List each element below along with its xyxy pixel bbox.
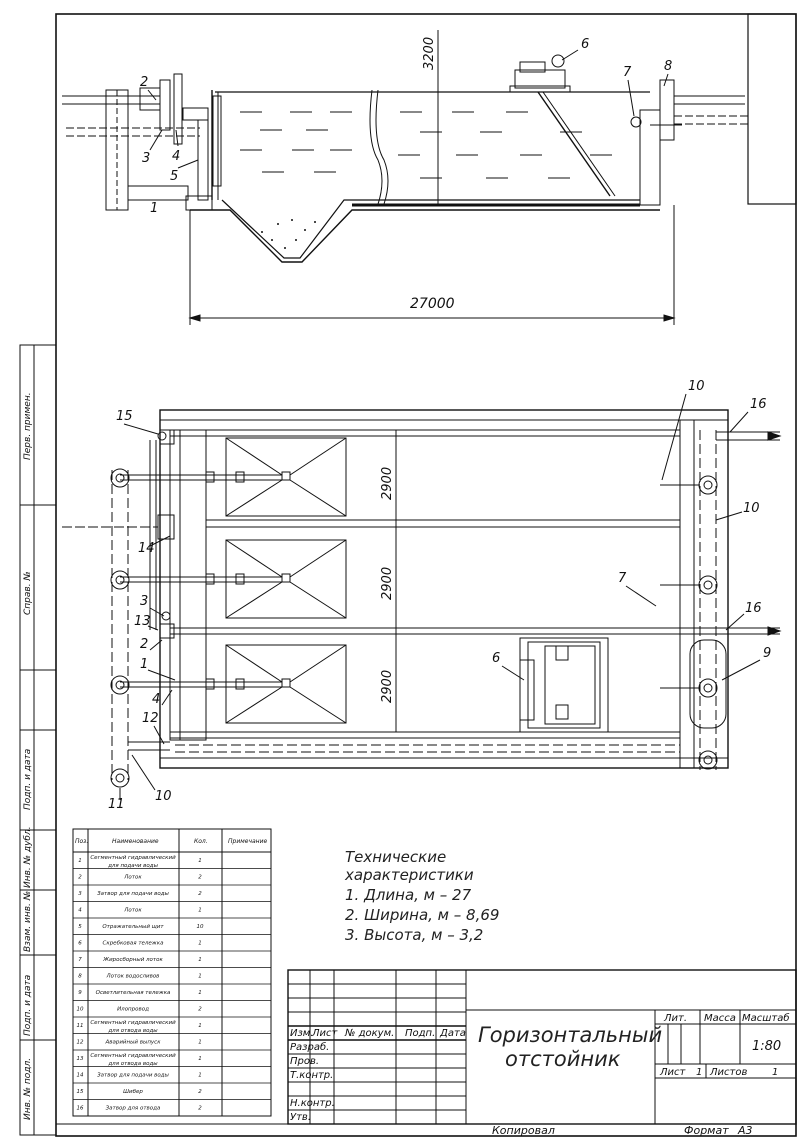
spec-cell: Осветлительная тележка: [95, 990, 171, 997]
callout: 9: [763, 646, 772, 661]
drawing-title-2: отстойник: [505, 1047, 621, 1071]
format-value: A3: [738, 1124, 753, 1137]
spec-cell: 12: [76, 1039, 84, 1046]
format-label: Формат: [684, 1124, 729, 1137]
callout: 3: [142, 151, 151, 166]
spec-cell: 1: [78, 858, 82, 865]
spec-cell: 10: [76, 1006, 84, 1013]
stamp-label: Взам. инв. №: [23, 890, 33, 952]
stamp-label: Инв. № подл.: [23, 1057, 33, 1120]
spec-cell: 9: [78, 990, 82, 997]
tb-col: Лист: [312, 1028, 338, 1039]
spec-cell: 1: [198, 940, 202, 947]
callout: 10: [743, 501, 760, 516]
spec-cell: Лоток водосливов: [106, 973, 160, 980]
spec-header: Примечание: [228, 838, 268, 845]
specs-line-3: 3. Высота, м – 3,2: [345, 926, 484, 944]
tb-sheets-value: 1: [772, 1067, 779, 1078]
tb-role: Пров.: [290, 1056, 320, 1067]
dim-width-3: 2900: [380, 669, 395, 703]
callout: 10: [155, 789, 172, 804]
spec-cell: 1: [198, 1039, 202, 1046]
copied-label: Копировал: [492, 1124, 555, 1137]
callout: 10: [688, 379, 705, 394]
tb-col: № докум.: [345, 1028, 395, 1039]
tb-scale-label: Масштаб: [742, 1013, 790, 1024]
callout: 4: [152, 692, 161, 707]
scale-value: 1:80: [752, 1039, 782, 1054]
callout: 8: [664, 59, 673, 74]
stamp-label: Справ. №: [23, 571, 33, 615]
spec-cell: 1: [198, 1023, 202, 1030]
spec-cell: Затвор для отвода: [105, 1105, 161, 1112]
spec-cell: 2: [198, 1006, 202, 1013]
callout: 16: [745, 601, 762, 616]
specs-heading-2: характеристики: [345, 866, 474, 884]
stamp-label: Перв. примен.: [23, 392, 33, 460]
tb-col: Дата: [440, 1028, 466, 1039]
callout: 2: [140, 637, 149, 652]
tb-role: Т.контр.: [290, 1070, 334, 1081]
spec-cell: Аварийный выпуск: [105, 1039, 161, 1046]
callout: 11: [108, 797, 125, 812]
callout: 6: [492, 651, 501, 666]
spec-cell: 2: [198, 891, 202, 898]
spec-cell: 2: [198, 874, 202, 881]
callout: 7: [623, 65, 632, 80]
spec-cell: 1: [198, 957, 202, 964]
specs-line-1: 1. Длина, м – 27: [345, 886, 472, 904]
spec-cell: Затвор для подачи воды: [97, 891, 169, 898]
dim-width-1: 2900: [380, 466, 395, 500]
callout: 3: [140, 594, 149, 609]
dim-length: 27000: [410, 296, 455, 312]
spec-cell: 8: [78, 973, 82, 980]
spec-cell: 1: [198, 1072, 202, 1079]
callout: 2: [140, 75, 149, 90]
spec-cell: 4: [78, 907, 82, 914]
spec-cell: 5: [78, 924, 82, 931]
callout: 1: [140, 657, 149, 672]
tb-sheet-value: 1: [696, 1067, 703, 1078]
spec-cell: 7: [78, 957, 82, 964]
spec-cell: 16: [76, 1105, 84, 1112]
spec-cell: 1: [198, 858, 202, 865]
spec-header: Поз.: [75, 838, 89, 845]
spec-cell: 2: [198, 1089, 202, 1096]
specs-line-2: 2. Ширина, м – 8,69: [345, 906, 500, 924]
spec-cell: Жиросборный лоток: [103, 957, 163, 964]
spec-cell: 11: [76, 1023, 84, 1030]
spec-cell: Сегментный гидравлический: [90, 854, 176, 861]
spec-cell: 3: [78, 891, 82, 898]
callout: 1: [150, 201, 159, 216]
spec-cell: Лоток: [124, 874, 142, 881]
spec-cell: 2: [198, 1105, 202, 1112]
tb-role: Разраб.: [290, 1042, 330, 1053]
stamp-label: Подп. и дата: [23, 974, 33, 1036]
spec-header: Кол.: [194, 838, 208, 845]
spec-cell: Сегментный гидравлический: [90, 1019, 176, 1026]
dim-height: 3200: [422, 36, 437, 70]
spec-header: Наименование: [112, 838, 159, 845]
spec-cell: 1: [198, 973, 202, 980]
callout: 16: [750, 397, 767, 412]
spec-cell: Шибер: [123, 1089, 143, 1096]
spec-cell: 1: [198, 990, 202, 997]
callout: 6: [581, 37, 590, 52]
callout: 4: [172, 149, 181, 164]
spec-cell: 14: [76, 1072, 84, 1079]
spec-cell: 1: [198, 1056, 202, 1063]
tb-col: Изм.: [290, 1028, 314, 1039]
spec-cell: Затвор для подачи воды: [97, 1072, 169, 1079]
tb-sheets-label: Листов: [710, 1067, 748, 1078]
spec-cell: для подачи воды: [108, 862, 158, 869]
stamp-label: Подп. и дата: [23, 748, 33, 810]
spec-cell: для отвода воды: [108, 1027, 158, 1034]
spec-cell: Сегментный гидравлический: [90, 1052, 176, 1059]
stamp-label: Инв. № дубл.: [23, 826, 33, 888]
spec-cell: Илопровод: [117, 1006, 149, 1013]
callout: 7: [618, 571, 627, 586]
spec-cell: 6: [78, 940, 82, 947]
spec-cell: 2: [78, 874, 82, 881]
callout: 13: [134, 614, 151, 629]
callout: 15: [116, 409, 133, 424]
callout: 12: [142, 711, 159, 726]
drawing-title-1: Горизонтальный: [478, 1023, 663, 1047]
tb-sheet-label: Лист: [660, 1067, 686, 1078]
tb-col: Подп.: [405, 1028, 436, 1039]
spec-cell: Отражательный щит: [102, 924, 164, 931]
callout: 5: [170, 169, 179, 184]
spec-cell: 15: [76, 1089, 84, 1096]
spec-cell: 10: [196, 924, 204, 931]
spec-cell: 13: [76, 1056, 84, 1063]
dim-width-2: 2900: [380, 566, 395, 600]
tb-role: Утв.: [290, 1112, 311, 1123]
spec-cell: Скребковая тележка: [102, 940, 164, 947]
spec-cell: 1: [198, 907, 202, 914]
tb-mass-label: Масса: [704, 1013, 736, 1024]
spec-cell: для отвода воды: [108, 1060, 158, 1067]
spec-cell: Лоток: [124, 907, 142, 914]
tb-role: Н.контр.: [290, 1098, 335, 1109]
specs-heading-1: Технические: [345, 848, 447, 866]
callout: 14: [138, 541, 155, 556]
tb-lit-label: Лит.: [664, 1013, 688, 1024]
